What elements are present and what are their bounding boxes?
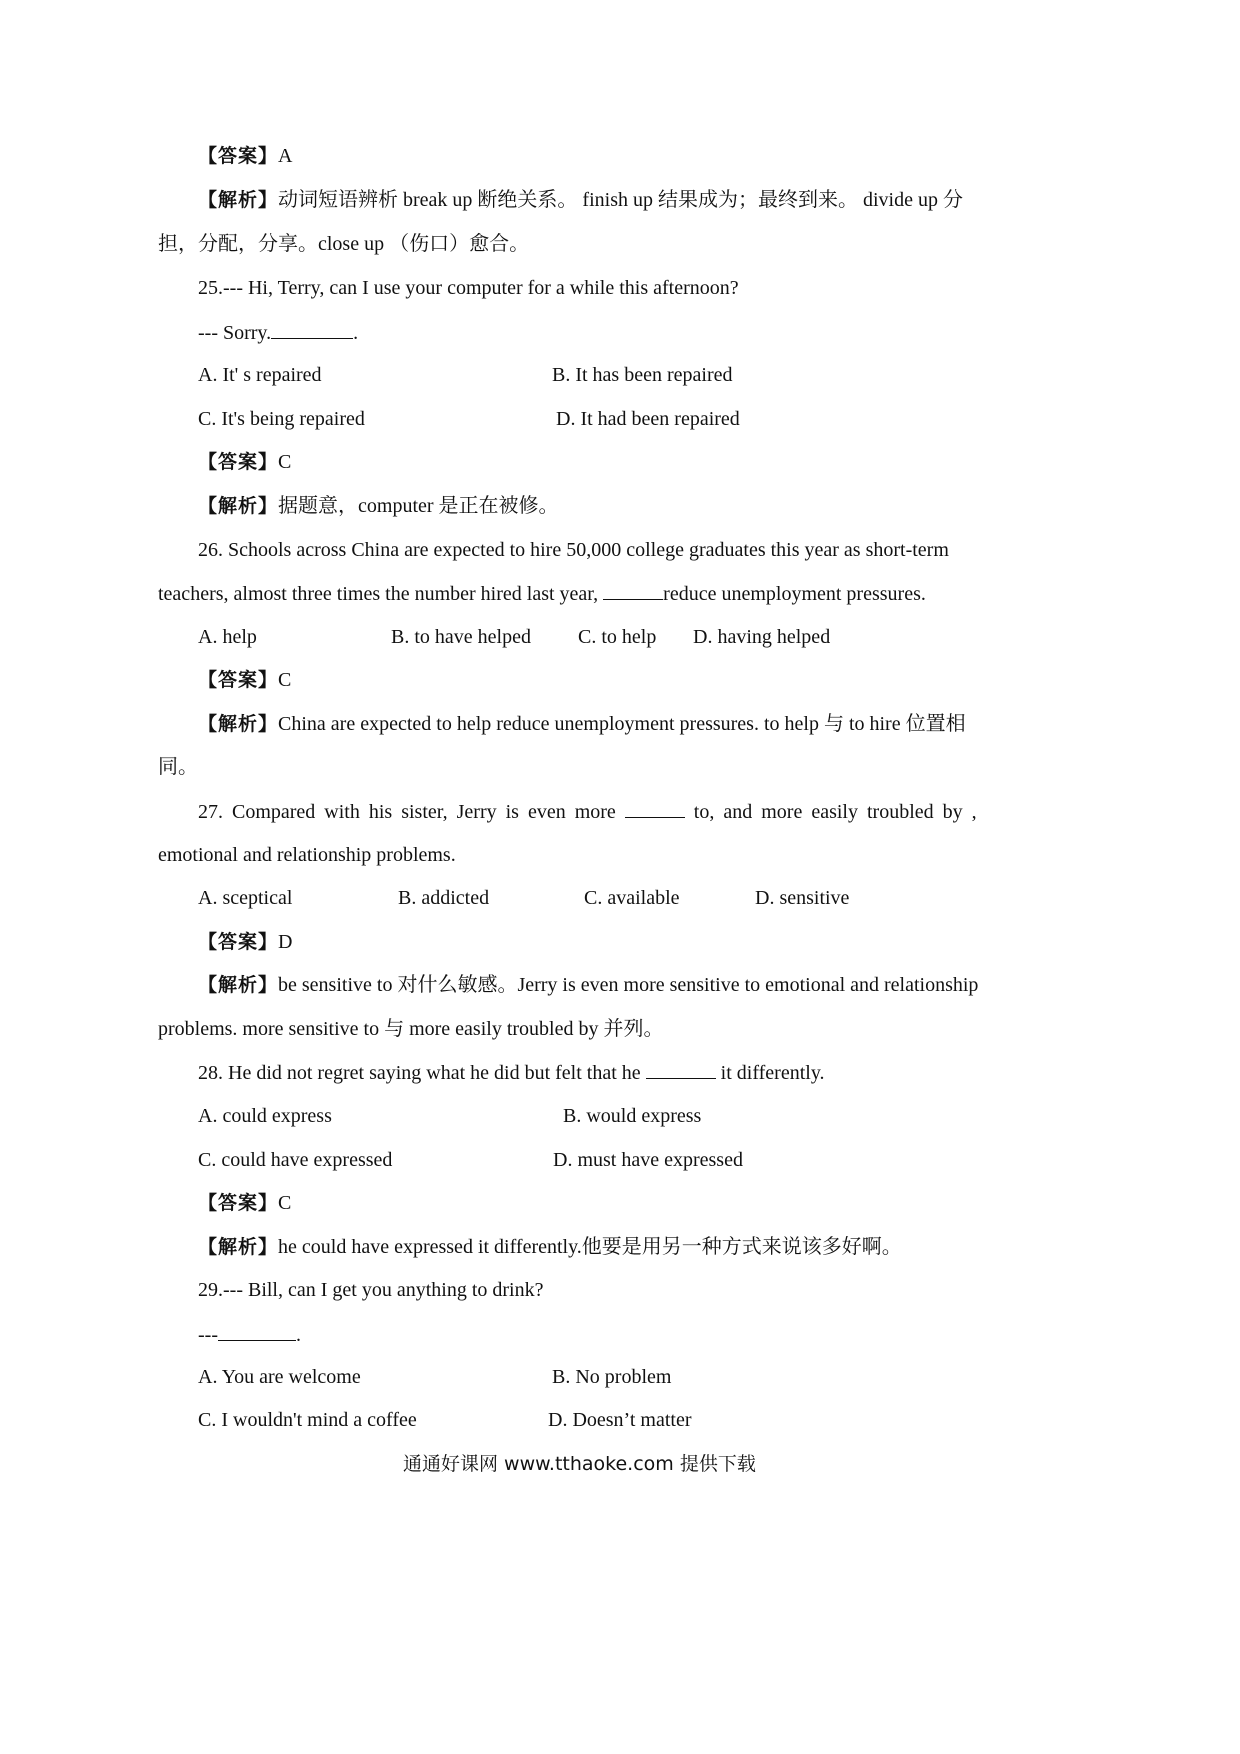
q25-blank [271,318,353,339]
q28-answer: C [278,1192,292,1214]
q24-answer: A [278,145,293,167]
q26-stem2a: teachers, almost three times the number hired last year, [158,583,604,605]
q29-blank [218,1320,296,1341]
q29-option-b: B. No problem [552,1366,672,1388]
q25-analysis: 据题意，computer 是正在被修。 [278,495,559,517]
q27-option-b: B. addicted [398,887,490,909]
q26-answer: C [278,669,292,691]
q28-stem-a: 28. He did not regret saying what he did but felt that he [198,1062,646,1084]
q27-stem-line1 [198,797,977,826]
answer-tag: 【答案】 [198,931,279,953]
q26-stem2b: reduce unemployment pressures. [663,583,926,605]
q25-stem-line2 [198,318,358,347]
q25-option-b: B. It has been repaired [552,364,733,386]
q27-answer: D [278,931,293,953]
analysis-tag: 【解析】 [198,1236,279,1258]
q28-analysis: he could have expressed it differently.他要是用另一种方式来说该多好啊。 [278,1236,902,1258]
q27-stem1b: to, and more easily troubled by , [684,801,977,823]
q29-option-a: A. You are welcome [198,1366,361,1388]
q26-option-a: A. help [198,626,257,648]
analysis-tag: 【解析】 [198,189,279,211]
q24-analysis-text1: 动词短语辨析 break up 断绝关系。 finish up 结果成为；最终到来。 divide up 分 [278,189,963,211]
q25-answer-line [198,448,291,476]
q26-option-d: D. having helped [693,626,831,648]
q27-option-c: C. available [584,887,680,909]
q27-option-d: D. sensitive [755,887,850,909]
q29-stem-line1: 29.--- Bill, can I get you anything to drink? [198,1279,544,1301]
q24-analysis-line2: 担，分配，分享。close up （伤口）愈合。 [158,233,530,255]
page-footer: 通通好课网 www.tthaoke.com 提供下载 [403,1453,756,1475]
answer-tag: 【答案】 [198,451,279,473]
q24-analysis-line1 [198,186,963,214]
q27-stem1a: 27. Compared with his sister, Jerry is even more [198,801,625,823]
q25-option-d: D. It had been repaired [556,408,740,430]
q26-analysis-text1: China are expected to help reduce unemployment pressures. to help 与 to hire 位置相 [278,713,966,735]
q25-stem2-end: . [353,322,359,344]
q27-blank [625,797,685,818]
q29-option-d: D. Doesn’t matter [548,1409,692,1431]
q25-stem2-text: --- Sorry. [198,322,272,344]
q27-analysis-line1 [198,971,978,999]
analysis-tag: 【解析】 [198,713,279,735]
q26-option-b: B. to have helped [391,626,531,648]
q26-stem-line1: 26. Schools across China are expected to hire 50,000 college graduates this year as short-term [198,539,949,561]
q28-option-b: B. would express [563,1105,702,1127]
q27-analysis-line2: problems. more sensitive to 与 more easily troubled by 并列。 [158,1018,664,1040]
q26-analysis-line1 [198,710,966,738]
q25-analysis-line [198,492,559,520]
q27-stem-line2: emotional and relationship problems. [158,844,456,866]
q28-stem-line [198,1058,825,1087]
q28-stem-b: it differently. [715,1062,825,1084]
q26-answer-line [198,666,291,694]
q28-option-d: D. must have expressed [553,1149,743,1171]
q29-stem2-end: . [295,1324,301,1346]
q28-answer-line [198,1189,291,1217]
answer-tag: 【答案】 [198,145,279,167]
q25-option-a: A. It' s repaired [198,364,322,386]
q25-option-c: C. It's being repaired [198,408,365,430]
answer-tag: 【答案】 [198,669,279,691]
q29-option-c: C. I wouldn't mind a coffee [198,1409,417,1431]
q26-blank [603,579,663,600]
q25-stem-line1: 25.--- Hi, Terry, can I use your computer for a while this afternoon? [198,277,739,299]
q26-option-c: C. to help [578,626,657,648]
q27-option-a: A. sceptical [198,887,293,909]
q28-option-a: A. could express [198,1105,332,1127]
q29-stem2-text: --- [198,1324,218,1346]
q27-answer-line [198,928,292,956]
q26-stem-line2 [158,579,926,608]
q26-analysis-line2: 同。 [158,756,198,778]
q27-analysis-text1: be sensitive to 对什么敏感。Jerry is even more sensitive to emotional and relationship [278,974,979,996]
q24-answer-line [198,142,292,170]
q28-option-c: C. could have expressed [198,1149,393,1171]
q25-answer: C [278,451,292,473]
q28-blank [646,1058,716,1079]
q29-stem-line2 [198,1320,301,1349]
answer-tag: 【答案】 [198,1192,279,1214]
analysis-tag: 【解析】 [198,974,279,996]
analysis-tag: 【解析】 [198,495,279,517]
q28-analysis-line [198,1233,902,1261]
